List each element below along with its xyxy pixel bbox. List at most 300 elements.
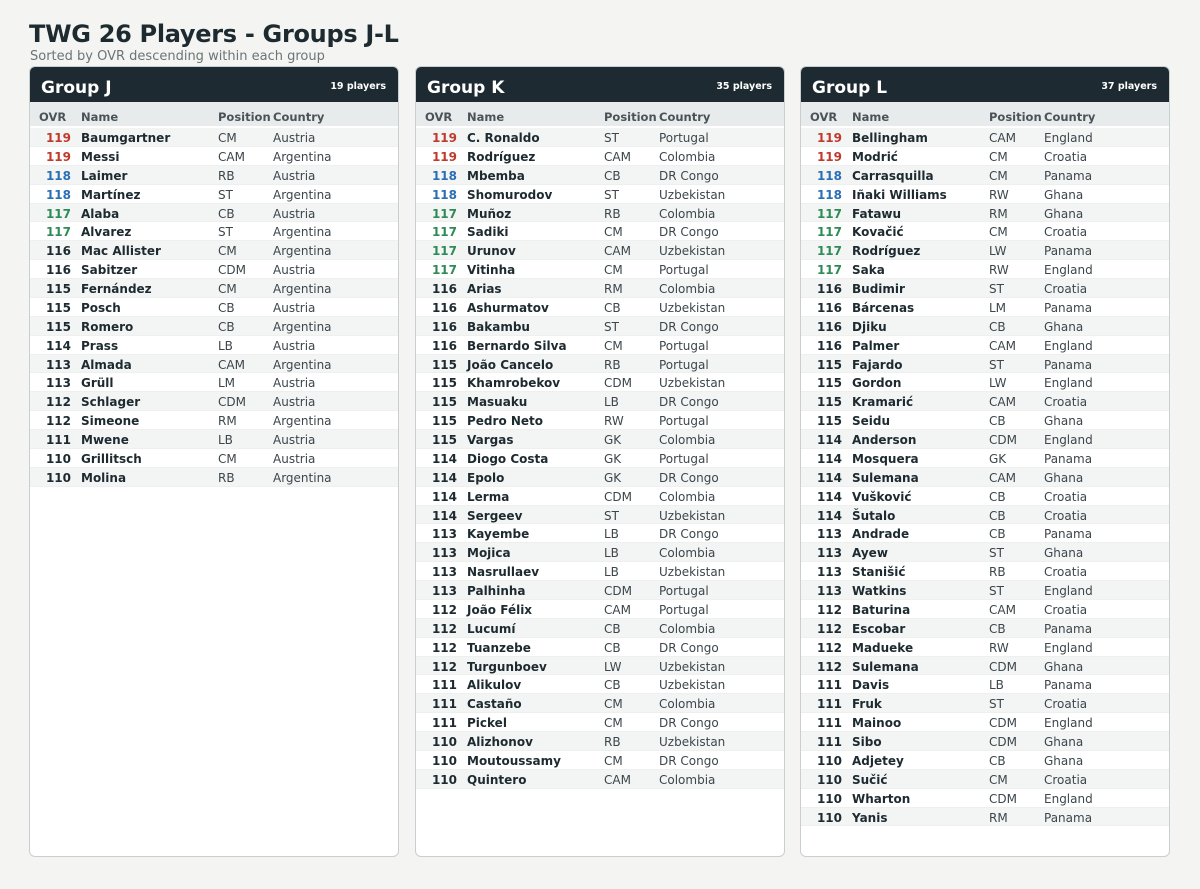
table-row[interactable]	[801, 204, 1169, 223]
ovr-cell: 118	[816, 187, 842, 202]
table-row[interactable]	[801, 713, 1169, 732]
name-cell: Arias	[467, 282, 502, 296]
table-row[interactable]	[801, 600, 1169, 619]
position-cell: RB	[218, 470, 235, 485]
ovr-cell: 118	[45, 168, 71, 183]
position-cell: CB	[218, 300, 235, 315]
position-cell: CDM	[989, 735, 1017, 749]
table-row[interactable]	[416, 411, 784, 430]
ovr-cell: 115	[431, 395, 457, 410]
name-cell: Simeone	[81, 414, 140, 429]
country-header[interactable]: Country	[273, 110, 325, 124]
ovr-cell: 111	[45, 433, 71, 447]
name-cell: Vargas	[467, 433, 514, 447]
table-row[interactable]	[416, 657, 784, 676]
position-cell: CM	[218, 244, 237, 259]
country-cell: Panama	[1044, 244, 1093, 259]
table-row[interactable]	[30, 392, 398, 411]
ovr-cell: 117	[431, 263, 457, 278]
table-row[interactable]	[416, 619, 784, 638]
position-cell: RW	[989, 640, 1009, 655]
country-cell: England	[1044, 338, 1093, 353]
table-row[interactable]	[801, 751, 1169, 770]
position-cell: CDM	[218, 263, 246, 278]
table-row[interactable]	[801, 260, 1169, 279]
name-cell: Shomurodov	[467, 187, 553, 202]
ovr-cell: 114	[816, 508, 842, 523]
table-row[interactable]	[416, 487, 784, 506]
position-cell: ST	[989, 697, 1004, 712]
position-cell: GK	[604, 433, 622, 447]
country-cell: Argentina	[273, 225, 332, 240]
country-cell: England	[1044, 716, 1093, 731]
position-cell: LB	[604, 546, 619, 561]
country-cell: Panama	[1044, 527, 1093, 542]
country-cell: Colombia	[659, 206, 716, 221]
table-row[interactable]	[801, 373, 1169, 392]
name-cell: Alikulov	[467, 678, 522, 693]
ovr-cell: 110	[816, 791, 842, 806]
ovr-cell: 112	[431, 659, 457, 674]
name-cell: Fernández	[81, 282, 152, 296]
table-row[interactable]	[801, 222, 1169, 241]
country-cell: Uzbekistan	[659, 565, 726, 580]
group-title: Group J	[41, 78, 112, 98]
table-row[interactable]	[416, 222, 784, 241]
ovr-cell: 111	[431, 678, 457, 693]
table-row[interactable]	[801, 411, 1169, 430]
position-cell: CDM	[989, 433, 1017, 447]
table-row[interactable]	[801, 657, 1169, 676]
ovr-header[interactable]: OVR	[39, 110, 67, 124]
ovr-cell: 117	[431, 225, 457, 240]
position-cell: CAM	[604, 602, 631, 617]
name-cell: Fruk	[852, 697, 882, 712]
table-row[interactable]	[416, 543, 784, 562]
position-cell: CAM	[989, 470, 1016, 485]
country-cell: England	[1044, 131, 1093, 145]
position-cell: CAM	[989, 395, 1016, 410]
player-list	[30, 126, 398, 487]
name-cell: Bakambu	[467, 319, 530, 334]
table-row[interactable]	[416, 166, 784, 185]
table-row[interactable]	[801, 562, 1169, 581]
ovr-cell: 115	[816, 357, 842, 372]
ovr-cell: 112	[816, 621, 842, 636]
name-cell: Pickel	[467, 716, 507, 731]
table-row[interactable]	[801, 694, 1169, 713]
name-cell: Molina	[81, 470, 127, 485]
name-cell: Ashurmatov	[467, 300, 549, 315]
name-cell: Rodríguez	[467, 149, 536, 164]
table-row[interactable]	[30, 411, 398, 430]
table-row[interactable]	[416, 732, 784, 751]
position-header[interactable]: Position	[989, 110, 1042, 124]
name-cell: Sibo	[852, 735, 882, 749]
table-row[interactable]	[416, 675, 784, 694]
name-cell: Turgunboev	[467, 659, 547, 674]
table-row[interactable]	[801, 147, 1169, 166]
table-row[interactable]	[801, 581, 1169, 600]
country-cell: Ghana	[1044, 414, 1084, 429]
country-cell: DR Congo	[659, 168, 719, 183]
ovr-header[interactable]: OVR	[425, 110, 453, 124]
ovr-cell: 113	[431, 584, 457, 598]
position-cell: RW	[989, 187, 1009, 202]
table-row[interactable]	[801, 449, 1169, 468]
position-cell: GK	[604, 451, 622, 466]
name-cell: Mainoo	[852, 716, 902, 731]
position-cell: ST	[218, 187, 233, 202]
name-cell: Vitinha	[467, 263, 516, 278]
country-cell: Austria	[273, 206, 316, 221]
table-row[interactable]	[30, 449, 398, 468]
country-cell: Portugal	[659, 131, 709, 145]
position-cell: ST	[989, 546, 1004, 561]
name-cell: Sabitzer	[81, 263, 138, 278]
ovr-cell: 116	[816, 319, 842, 334]
table-row[interactable]	[30, 128, 398, 147]
country-cell: Austria	[273, 395, 316, 410]
country-cell: Panama	[1044, 357, 1093, 372]
table-row[interactable]	[801, 808, 1169, 827]
ovr-cell: 117	[816, 206, 842, 221]
table-row[interactable]	[801, 336, 1169, 355]
position-cell: CB	[604, 621, 621, 636]
table-row[interactable]	[30, 241, 398, 260]
position-cell: CM	[218, 282, 237, 296]
country-cell: Croatia	[1044, 149, 1088, 164]
country-cell: Panama	[1044, 810, 1093, 825]
ovr-cell: 112	[45, 395, 71, 410]
table-row[interactable]	[30, 298, 398, 317]
ovr-cell: 111	[816, 735, 842, 749]
table-row[interactable]	[416, 506, 784, 525]
country-cell: Uzbekistan	[659, 300, 726, 315]
name-cell: Djiku	[852, 319, 887, 334]
country-cell: Austria	[273, 131, 316, 145]
ovr-cell: 117	[816, 244, 842, 259]
ovr-cell: 112	[816, 659, 842, 674]
country-cell: Croatia	[1044, 225, 1088, 240]
ovr-cell: 113	[431, 565, 457, 580]
table-row[interactable]	[416, 713, 784, 732]
name-cell: Budimir	[852, 282, 905, 296]
column-header	[30, 102, 398, 126]
ovr-cell: 114	[431, 508, 457, 523]
ovr-cell: 110	[431, 735, 457, 749]
country-cell: Croatia	[1044, 565, 1088, 580]
ovr-cell: 116	[431, 282, 457, 296]
table-row[interactable]	[416, 430, 784, 449]
name-cell: Martínez	[81, 187, 141, 202]
name-header[interactable]: Name	[81, 110, 119, 124]
name-cell: Saka	[852, 263, 885, 278]
ovr-header[interactable]: OVR	[810, 110, 838, 124]
position-cell: CB	[989, 527, 1006, 542]
name-cell: Sadiki	[467, 225, 509, 240]
name-cell: Carrasquilla	[852, 168, 934, 183]
country-cell: Ghana	[1044, 659, 1084, 674]
table-row[interactable]	[416, 336, 784, 355]
country-cell: Austria	[273, 168, 316, 183]
name-cell: Almada	[81, 357, 132, 372]
country-cell: Colombia	[659, 433, 716, 447]
country-cell: Argentina	[273, 282, 332, 296]
position-cell: CAM	[604, 244, 631, 259]
ovr-cell: 110	[816, 753, 842, 768]
table-row[interactable]	[801, 128, 1169, 147]
country-cell: Croatia	[1044, 508, 1088, 523]
position-cell: LB	[604, 565, 619, 580]
table-row[interactable]	[416, 373, 784, 392]
table-row[interactable]	[416, 581, 784, 600]
table-row[interactable]	[416, 392, 784, 411]
table-row[interactable]	[416, 694, 784, 713]
country-cell: Ghana	[1044, 546, 1084, 561]
ovr-cell: 117	[431, 244, 457, 259]
table-row[interactable]	[801, 279, 1169, 298]
name-cell: Adjetey	[852, 753, 904, 768]
country-cell: Argentina	[273, 414, 332, 429]
table-row[interactable]	[416, 298, 784, 317]
table-row[interactable]	[801, 543, 1169, 562]
group-title: Group K	[427, 78, 505, 98]
table-row[interactable]	[30, 147, 398, 166]
country-cell: Croatia	[1044, 282, 1088, 296]
ovr-cell: 118	[431, 187, 457, 202]
table-row[interactable]	[801, 185, 1169, 204]
table-row[interactable]	[416, 185, 784, 204]
group-panel-l	[800, 66, 1170, 857]
country-cell: Ghana	[1044, 753, 1084, 768]
country-cell: DR Congo	[659, 716, 719, 731]
ovr-cell: 112	[45, 414, 71, 429]
table-row[interactable]	[30, 373, 398, 392]
name-cell: Wharton	[852, 791, 911, 806]
position-cell: CDM	[604, 376, 632, 391]
name-cell: Messi	[81, 149, 120, 164]
country-cell: DR Congo	[659, 753, 719, 768]
name-cell: Alaba	[81, 206, 120, 221]
position-cell: RB	[218, 168, 235, 183]
name-cell: Mbemba	[467, 168, 525, 183]
table-row[interactable]	[801, 732, 1169, 751]
table-row[interactable]	[801, 430, 1169, 449]
table-row[interactable]	[801, 298, 1169, 317]
table-row[interactable]	[801, 524, 1169, 543]
country-cell: DR Congo	[659, 395, 719, 410]
position-cell: ST	[989, 282, 1004, 296]
name-cell: Sulemana	[852, 470, 919, 485]
name-cell: Prass	[81, 338, 119, 353]
country-cell: Uzbekistan	[659, 187, 726, 202]
ovr-cell: 111	[816, 716, 842, 731]
position-cell: RB	[604, 357, 621, 372]
ovr-cell: 115	[431, 414, 457, 429]
position-cell: CB	[989, 753, 1006, 768]
country-cell: DR Congo	[659, 470, 719, 485]
table-row[interactable]	[30, 355, 398, 374]
table-row[interactable]	[801, 468, 1169, 487]
table-row[interactable]	[801, 317, 1169, 336]
name-cell: Yanis	[852, 810, 888, 825]
table-row[interactable]	[801, 638, 1169, 657]
ovr-cell: 117	[816, 225, 842, 240]
player-list	[416, 126, 784, 789]
position-cell: RM	[218, 414, 237, 429]
name-cell: Kramarić	[852, 395, 914, 410]
name-cell: Modrić	[852, 149, 898, 164]
table-row[interactable]	[30, 468, 398, 487]
name-cell: Quintero	[467, 772, 527, 787]
name-cell: C. Ronaldo	[467, 131, 540, 145]
country-cell: Portugal	[659, 451, 709, 466]
table-row[interactable]	[30, 317, 398, 336]
ovr-cell: 110	[45, 451, 71, 466]
table-row[interactable]	[416, 279, 784, 298]
ovr-cell: 110	[816, 772, 842, 787]
table-row[interactable]	[416, 770, 784, 789]
position-cell: CM	[989, 225, 1008, 240]
position-cell: CAM	[218, 357, 245, 372]
table-row[interactable]	[801, 675, 1169, 694]
country-cell: England	[1044, 263, 1093, 278]
table-row[interactable]	[30, 430, 398, 449]
ovr-cell: 112	[816, 640, 842, 655]
page-title: TWG 26 Players - Groups J-L	[29, 20, 399, 48]
table-row[interactable]	[801, 487, 1169, 506]
country-cell: Panama	[1044, 678, 1093, 693]
ovr-cell: 115	[431, 376, 457, 391]
name-cell: João Félix	[467, 602, 533, 617]
table-row[interactable]	[30, 185, 398, 204]
table-row[interactable]	[801, 770, 1169, 789]
group-title: Group L	[812, 78, 888, 98]
country-cell: Austria	[273, 451, 316, 466]
name-cell: Bárcenas	[852, 300, 915, 315]
position-cell: CM	[218, 131, 237, 145]
ovr-cell: 118	[816, 168, 842, 183]
table-row[interactable]	[801, 392, 1169, 411]
position-cell: CM	[604, 263, 623, 278]
table-row[interactable]	[416, 524, 784, 543]
position-cell: LB	[218, 338, 233, 353]
country-cell: DR Congo	[659, 640, 719, 655]
country-header[interactable]: Country	[1044, 110, 1096, 124]
table-row[interactable]	[30, 336, 398, 355]
table-row[interactable]	[30, 204, 398, 223]
name-cell: Grillitsch	[81, 451, 142, 466]
name-cell: Palhinha	[467, 584, 526, 598]
table-row[interactable]	[30, 260, 398, 279]
table-row[interactable]	[801, 506, 1169, 525]
ovr-cell: 113	[45, 376, 71, 391]
position-cell: CM	[989, 149, 1008, 164]
position-cell: LM	[218, 376, 236, 391]
table-row[interactable]	[416, 355, 784, 374]
table-row[interactable]	[416, 260, 784, 279]
ovr-cell: 112	[431, 621, 457, 636]
country-cell: Ghana	[1044, 735, 1084, 749]
ovr-cell: 111	[816, 678, 842, 693]
table-row[interactable]	[30, 166, 398, 185]
position-header[interactable]: Position	[218, 110, 271, 124]
ovr-cell: 113	[816, 565, 842, 580]
country-cell: Argentina	[273, 319, 332, 334]
position-cell: RW	[604, 414, 624, 429]
country-cell: Argentina	[273, 244, 332, 259]
table-row[interactable]	[30, 279, 398, 298]
page-subtitle: Sorted by OVR descending within each group	[30, 49, 325, 64]
table-row[interactable]	[801, 355, 1169, 374]
country-header[interactable]: Country	[659, 110, 711, 124]
table-row[interactable]	[801, 789, 1169, 808]
table-row[interactable]	[416, 468, 784, 487]
table-row[interactable]	[416, 751, 784, 770]
table-row[interactable]	[30, 222, 398, 241]
table-row[interactable]	[416, 204, 784, 223]
country-cell: Portugal	[659, 263, 709, 278]
table-row[interactable]	[416, 638, 784, 657]
ovr-cell: 116	[431, 338, 457, 353]
position-cell: ST	[604, 187, 619, 202]
table-row[interactable]	[416, 600, 784, 619]
position-cell: CM	[604, 338, 623, 353]
position-cell: CAM	[604, 772, 631, 787]
table-row[interactable]	[416, 562, 784, 581]
country-cell: Colombia	[659, 697, 716, 712]
name-cell: Castaño	[467, 697, 522, 712]
table-row[interactable]	[801, 619, 1169, 638]
position-cell: CM	[604, 716, 623, 731]
name-cell: Posch	[81, 300, 121, 315]
player-count: 37 players	[1101, 81, 1157, 92]
ovr-cell: 116	[816, 282, 842, 296]
country-cell: Portugal	[659, 414, 709, 429]
country-cell: Argentina	[273, 357, 332, 372]
ovr-cell: 116	[45, 244, 71, 259]
ovr-cell: 115	[45, 319, 71, 334]
ovr-cell: 113	[431, 546, 457, 561]
column-header	[416, 102, 784, 126]
name-cell: Palmer	[852, 338, 900, 353]
position-cell: ST	[989, 584, 1004, 598]
name-cell: Mac Allister	[81, 244, 161, 259]
country-cell: Uzbekistan	[659, 678, 726, 693]
position-header[interactable]: Position	[604, 110, 657, 124]
ovr-cell: 117	[45, 225, 71, 240]
table-row[interactable]	[416, 147, 784, 166]
table-row[interactable]	[416, 241, 784, 260]
ovr-cell: 114	[431, 470, 457, 485]
ovr-cell: 114	[431, 489, 457, 504]
table-row[interactable]	[416, 317, 784, 336]
table-row[interactable]	[801, 166, 1169, 185]
position-cell: LW	[989, 244, 1007, 259]
country-cell: Croatia	[1044, 395, 1088, 410]
country-cell: Colombia	[659, 282, 716, 296]
name-cell: Watkins	[852, 584, 907, 598]
country-cell: Panama	[1044, 300, 1093, 315]
position-cell: ST	[989, 357, 1004, 372]
table-row[interactable]	[801, 241, 1169, 260]
country-cell: Argentina	[273, 149, 332, 164]
table-row[interactable]	[416, 128, 784, 147]
name-header[interactable]: Name	[852, 110, 890, 124]
name-header[interactable]: Name	[467, 110, 505, 124]
table-row[interactable]	[416, 449, 784, 468]
